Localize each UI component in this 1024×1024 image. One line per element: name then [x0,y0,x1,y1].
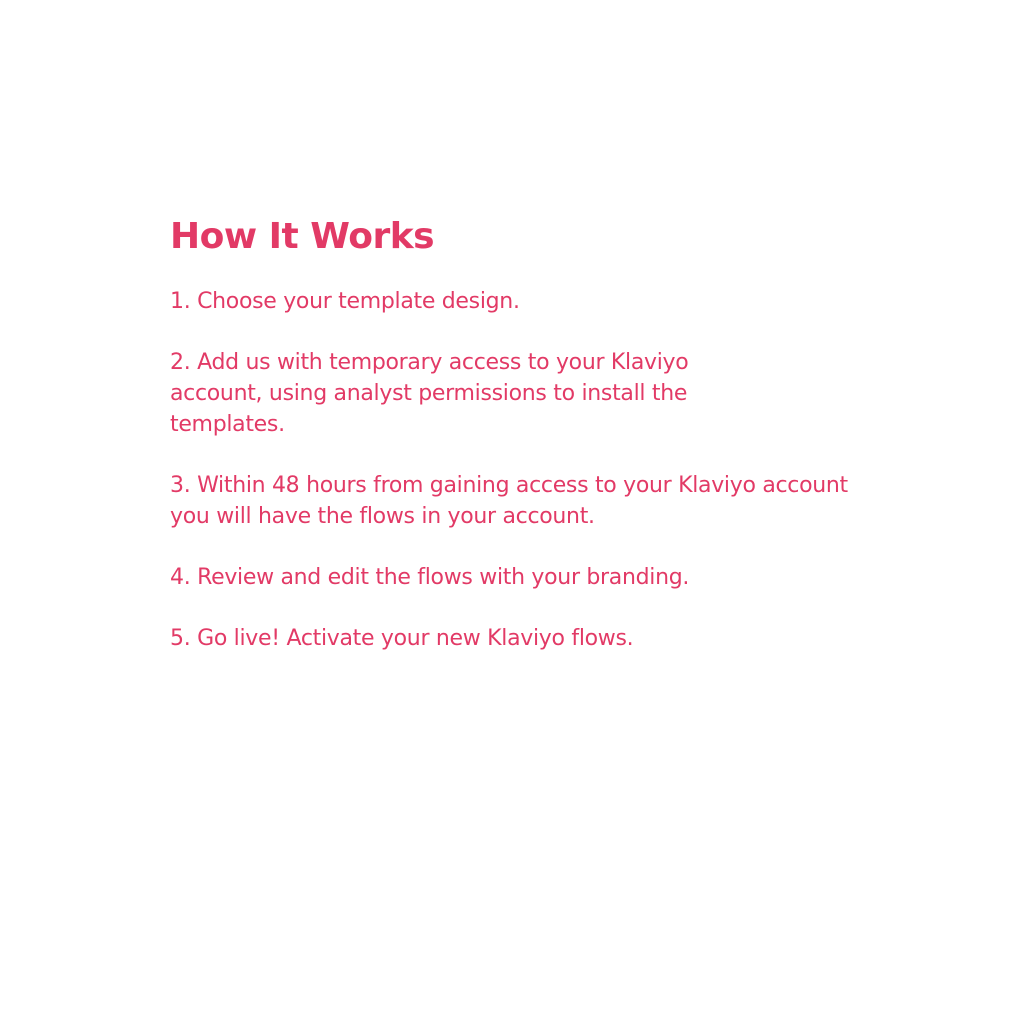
step-4: 4. Review and edit the flows with your branding. [170,565,690,590]
step-3: 3. Within 48 hours from gaining access to your Klaviyo account you will have the flows in your account. [170,473,848,529]
steps-list [170,286,930,654]
step-2: 2. Add us with temporary access to your Klaviyo account, using analyst permissions to install the templates. [170,350,689,437]
step-5: 5. Go live! Activate your new Klaviyo flows. [170,626,634,651]
how-it-works-section [170,214,930,684]
step-1: 1. Choose your template design. [170,289,520,314]
page-title: How It Works [170,216,435,257]
